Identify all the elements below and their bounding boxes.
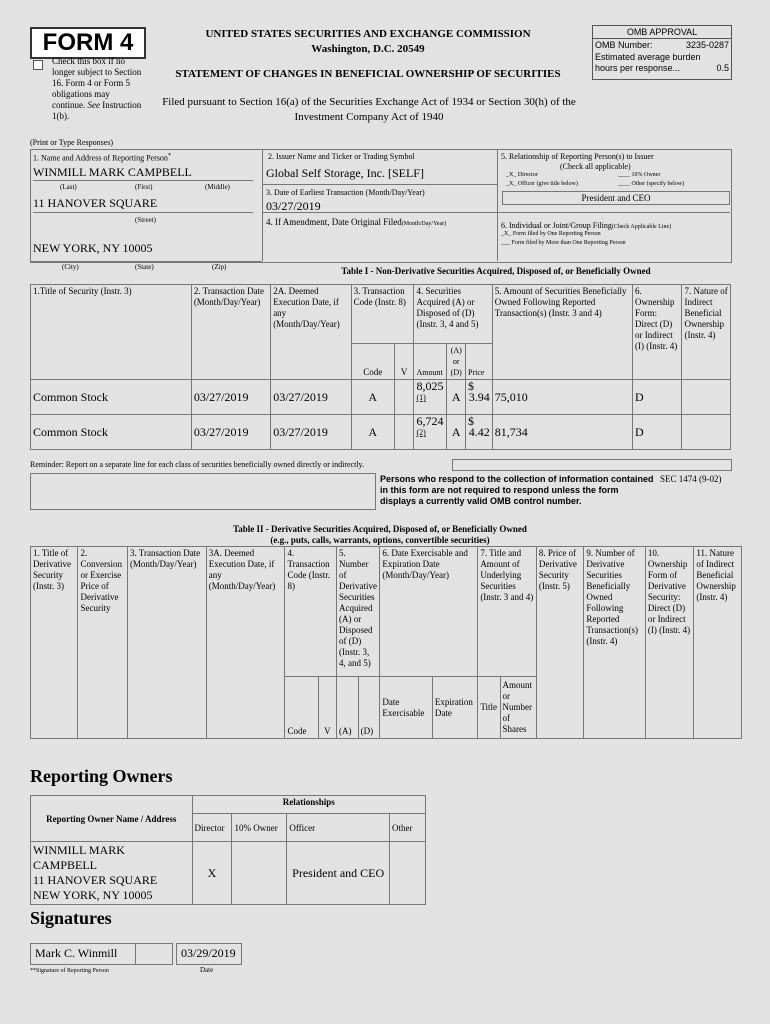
t1-amount: 8,025 (1) bbox=[414, 380, 447, 415]
table2-subtitle: (e.g., puts, calls, warrants, options, convertible securities) bbox=[270, 535, 490, 545]
reporting-person-name: WINMILL MARK CAMPBELL bbox=[33, 165, 192, 179]
t1-form: D bbox=[633, 380, 682, 415]
t1-aord: A bbox=[447, 415, 466, 450]
t2-sub-title: Title bbox=[478, 677, 500, 739]
owner-director: X bbox=[192, 842, 232, 905]
reporting-person-label: 1. Name and Address of Reporting Person* bbox=[33, 152, 172, 163]
relationship-ten-pct: ____ 10% Owner bbox=[618, 172, 661, 178]
t1-sub-code: Code bbox=[351, 344, 394, 380]
t2-header-conversion: 2. Conversion or Exercise Price of Derivative Security bbox=[78, 547, 127, 739]
t1-date: 03/27/2019 bbox=[191, 415, 270, 450]
owner-ten-pct bbox=[232, 842, 287, 905]
issuer-name: Global Self Storage, Inc. [SELF] bbox=[266, 166, 424, 180]
sec-number: SEC 1474 (9-02) bbox=[660, 474, 722, 484]
relationship-officer: _X_ Officer (give title below) bbox=[506, 181, 578, 187]
t2-header-code: 4. Transaction Code (Instr. 8) bbox=[285, 547, 337, 677]
t1-security: Common Stock bbox=[31, 380, 192, 415]
t1-amount: 6,724 (2) bbox=[414, 415, 447, 450]
table-row bbox=[31, 842, 426, 905]
city-label: (City) bbox=[62, 263, 79, 271]
owners-ten-pct-header: 10% Owner bbox=[232, 814, 287, 842]
owner-other bbox=[390, 842, 426, 905]
t2-sub-date-ex: Date Exercisable bbox=[380, 677, 433, 739]
relationship-label: 5. Relationship of Reporting Person(s) to Issuer bbox=[501, 152, 654, 161]
zip-label: (Zip) bbox=[212, 263, 227, 271]
footnote-link[interactable]: (1) bbox=[416, 393, 426, 402]
state-label: (State) bbox=[135, 263, 154, 271]
check-box-see: See bbox=[87, 100, 100, 110]
t1-sub-amount: Amount bbox=[414, 344, 447, 380]
reporting-owners-heading: Reporting Owners bbox=[30, 766, 173, 786]
owners-officer-header: Officer bbox=[287, 814, 390, 842]
signatures-heading: Signatures bbox=[30, 908, 112, 928]
t1-price: $ 4.42 bbox=[466, 415, 493, 450]
relationship-other: ____ Other (specify below) bbox=[618, 181, 685, 187]
filing-more: ___ Form filed by More than One Reporting Person bbox=[501, 240, 626, 246]
t1-date: 03/27/2019 bbox=[191, 380, 270, 415]
table-row bbox=[31, 415, 731, 450]
t1-nature bbox=[682, 415, 731, 450]
t2-sub-amount: Amount or Number of Shares bbox=[500, 677, 536, 739]
t2-header-price: 8. Price of Derivative Security (Instr. 5) bbox=[536, 547, 583, 739]
relationship-check-all: (Check all applicable) bbox=[560, 162, 631, 171]
t2-header-exercisable: 6. Date Exercisable and Expiration Date (Month/Day/Year) bbox=[380, 547, 478, 677]
t1-v bbox=[394, 380, 414, 415]
date-label: Date bbox=[200, 966, 214, 974]
persons-notice: Persons who respond to the collection of information contained in this form are not required to respond unless the form displays a currently valid OMB control number. bbox=[380, 474, 654, 506]
statement-title: STATEMENT OF CHANGES IN BENEFICIAL OWNERSHIP OF SECURITIES bbox=[175, 68, 561, 80]
owners-name-header: Reporting Owner Name / Address bbox=[31, 796, 193, 842]
t1-header-security: 1.Title of Security (Instr. 3) bbox=[31, 285, 192, 380]
no-longer-subject-checkbox[interactable] bbox=[33, 60, 43, 70]
t2-header-security: 1. Title of Derivative Security (Instr. 3) bbox=[31, 547, 78, 739]
t2-sub-v: V bbox=[318, 677, 336, 739]
omb-hours: 0.5 bbox=[716, 63, 729, 73]
t1-header-owned: 5. Amount of Securities Beneficially Owned Following Reported Transaction(s) (Instr. 3 and 4) bbox=[492, 285, 632, 380]
omb-approval-box bbox=[592, 25, 732, 80]
street-label: (Street) bbox=[135, 216, 156, 224]
issuer-label: 2. Issuer Name and Ticker or Trading Symbol bbox=[268, 152, 415, 161]
form-title: FORM 4 bbox=[42, 29, 134, 56]
owner-name-address: WINMILL MARK CAMPBELL 11 HANOVER SQUARE NEW YORK, NY 10005 bbox=[31, 842, 193, 905]
street-address: 11 HANOVER SQUARE bbox=[33, 196, 158, 210]
t1-sub-aord: (A) or (D) bbox=[447, 344, 466, 380]
filing-one: _X_ Form filed by One Reporting Person bbox=[501, 231, 601, 237]
t1-nature bbox=[682, 380, 731, 415]
signature-name: Mark C. Winmill bbox=[35, 946, 118, 960]
last-label: (Last) bbox=[60, 183, 77, 191]
omb-number: 3235-0287 bbox=[685, 40, 729, 50]
footnote-link[interactable]: (2) bbox=[416, 428, 426, 437]
check-box-main-text: Check this box if no longer subject to Section 16. Form 4 or Form 5 obligations may continue. bbox=[52, 56, 142, 110]
t1-deemed: 03/27/2019 bbox=[271, 415, 351, 450]
owner-officer: President and CEO bbox=[287, 842, 390, 905]
table2 bbox=[30, 546, 742, 739]
t2-header-date: 3. Transaction Date (Month/Day/Year) bbox=[127, 547, 206, 739]
omb-burden-label: Estimated average burden bbox=[595, 52, 701, 62]
t2-sub-a: (A) bbox=[336, 677, 358, 739]
t2-sub-d: (D) bbox=[358, 677, 380, 739]
signature-box-right bbox=[134, 943, 173, 965]
t1-sub-price: Price bbox=[466, 344, 493, 380]
signature-date: 03/29/2019 bbox=[181, 946, 236, 960]
agency-location: Washington, D.C. 20549 bbox=[311, 43, 425, 55]
t2-header-form: 10. Ownership Form of Derivative Security: Direct (D) or Indirect (I) (Instr. 4) bbox=[645, 547, 693, 739]
first-label: (First) bbox=[135, 183, 153, 191]
reminder-text: Reminder: Report on a separate line for each class of securities beneficially owned directly or indirectly. bbox=[30, 460, 365, 469]
t2-header-owned: 9. Number of Derivative Securities Beneficially Owned Following Reported Transaction(s) (Instr. 4) bbox=[584, 547, 646, 739]
t1-header-code: 3. Transaction Code (Instr. 8) bbox=[351, 285, 414, 344]
t2-header-underlying: 7. Title and Amount of Underlying Securities (Instr. 3 and 4) bbox=[478, 547, 537, 677]
t1-header-date: 2. Transaction Date (Month/Day/Year) bbox=[191, 285, 270, 380]
earliest-label: 3. Date of Earliest Transaction (Month/Day/Year) bbox=[266, 188, 425, 197]
t2-sub-exp: Expiration Date bbox=[432, 677, 477, 739]
amendment-label: 4. If Amendment, Date Original Filed(Month/Day/Year) bbox=[266, 217, 447, 227]
owners-director-header: Director bbox=[192, 814, 232, 842]
t1-sub-v: V bbox=[394, 344, 414, 380]
check-box-text bbox=[52, 56, 144, 122]
t1-aord: A bbox=[447, 380, 466, 415]
t1-price: $ 3.94 bbox=[466, 380, 493, 415]
owners-relationships-header: Relationships bbox=[192, 796, 426, 814]
form-title-box bbox=[30, 27, 146, 59]
table1-title: Table I - Non-Derivative Securities Acquired, Disposed of, or Beneficially Owned bbox=[341, 266, 651, 276]
reminder-blank-field bbox=[452, 459, 732, 471]
t1-form: D bbox=[633, 415, 682, 450]
filing-label: 6. Individual or Joint/Group Filing(Check Applicable Line) bbox=[501, 221, 672, 230]
omb-hours-label: hours per response... bbox=[595, 63, 681, 73]
t1-owned: 81,734 bbox=[492, 415, 632, 450]
t1-deemed: 03/27/2019 bbox=[271, 380, 351, 415]
t1-code: A bbox=[351, 415, 394, 450]
print-type-note: (Print or Type Responses) bbox=[30, 138, 114, 147]
signature-label: **Signature of Reporting Person bbox=[30, 968, 109, 974]
table-row bbox=[31, 380, 731, 415]
reminder-box bbox=[30, 473, 376, 510]
relationship-title-box bbox=[502, 191, 730, 205]
t1-security: Common Stock bbox=[31, 415, 192, 450]
t2-header-deemed: 3A. Deemed Execution Date, if any (Month/Day/Year) bbox=[206, 547, 285, 739]
filed-pursuant: Filed pursuant to Section 16(a) of the Securities Exchange Act of 1934 or Section 30(h) of the Investment Company Act of 1940 bbox=[162, 96, 576, 123]
t1-owned: 75,010 bbox=[492, 380, 632, 415]
t1-header-form: 6. Ownership Form: Direct (D) or Indirect (I) (Instr. 4) bbox=[633, 285, 682, 380]
t1-v bbox=[394, 415, 414, 450]
t1-header-deemed: 2A. Deemed Execution Date, if any (Month/Day/Year) bbox=[271, 285, 351, 380]
check-box-instruction: Instruction 1(b). bbox=[52, 100, 142, 121]
table1 bbox=[30, 284, 731, 450]
omb-number-label: OMB Number: bbox=[595, 40, 653, 50]
owners-table bbox=[30, 795, 426, 905]
relationship-title: President and CEO bbox=[581, 193, 651, 203]
t1-header-nature: 7. Nature of Indirect Beneficial Ownership (Instr. 4) bbox=[682, 285, 731, 380]
relationship-director: _X_ Director bbox=[506, 172, 538, 178]
table2-title: Table II - Derivative Securities Acquired, Disposed of, or Beneficially Owned bbox=[233, 524, 527, 534]
omb-title: OMB APPROVAL bbox=[593, 26, 731, 39]
t2-header-nature: 11. Nature of Indirect Beneficial Ownership (Instr. 4) bbox=[694, 547, 742, 739]
t2-sub-code: Code bbox=[285, 677, 318, 739]
t1-code: A bbox=[351, 380, 394, 415]
owners-other-header: Other bbox=[390, 814, 426, 842]
city-state-zip: NEW YORK, NY 10005 bbox=[33, 241, 153, 255]
t2-header-number: 5. Number of Derivative Securities Acquired (A) or Disposed of (D) (Instr. 3, 4, and 5) bbox=[336, 547, 379, 677]
earliest-date: 03/27/2019 bbox=[266, 199, 321, 213]
t1-header-acquired: 4. Securities Acquired (A) or Disposed of (D) (Instr. 3, 4 and 5) bbox=[414, 285, 492, 344]
middle-label: (Middle) bbox=[205, 183, 230, 191]
agency-name: UNITED STATES SECURITIES AND EXCHANGE COMMISSION bbox=[205, 28, 531, 40]
